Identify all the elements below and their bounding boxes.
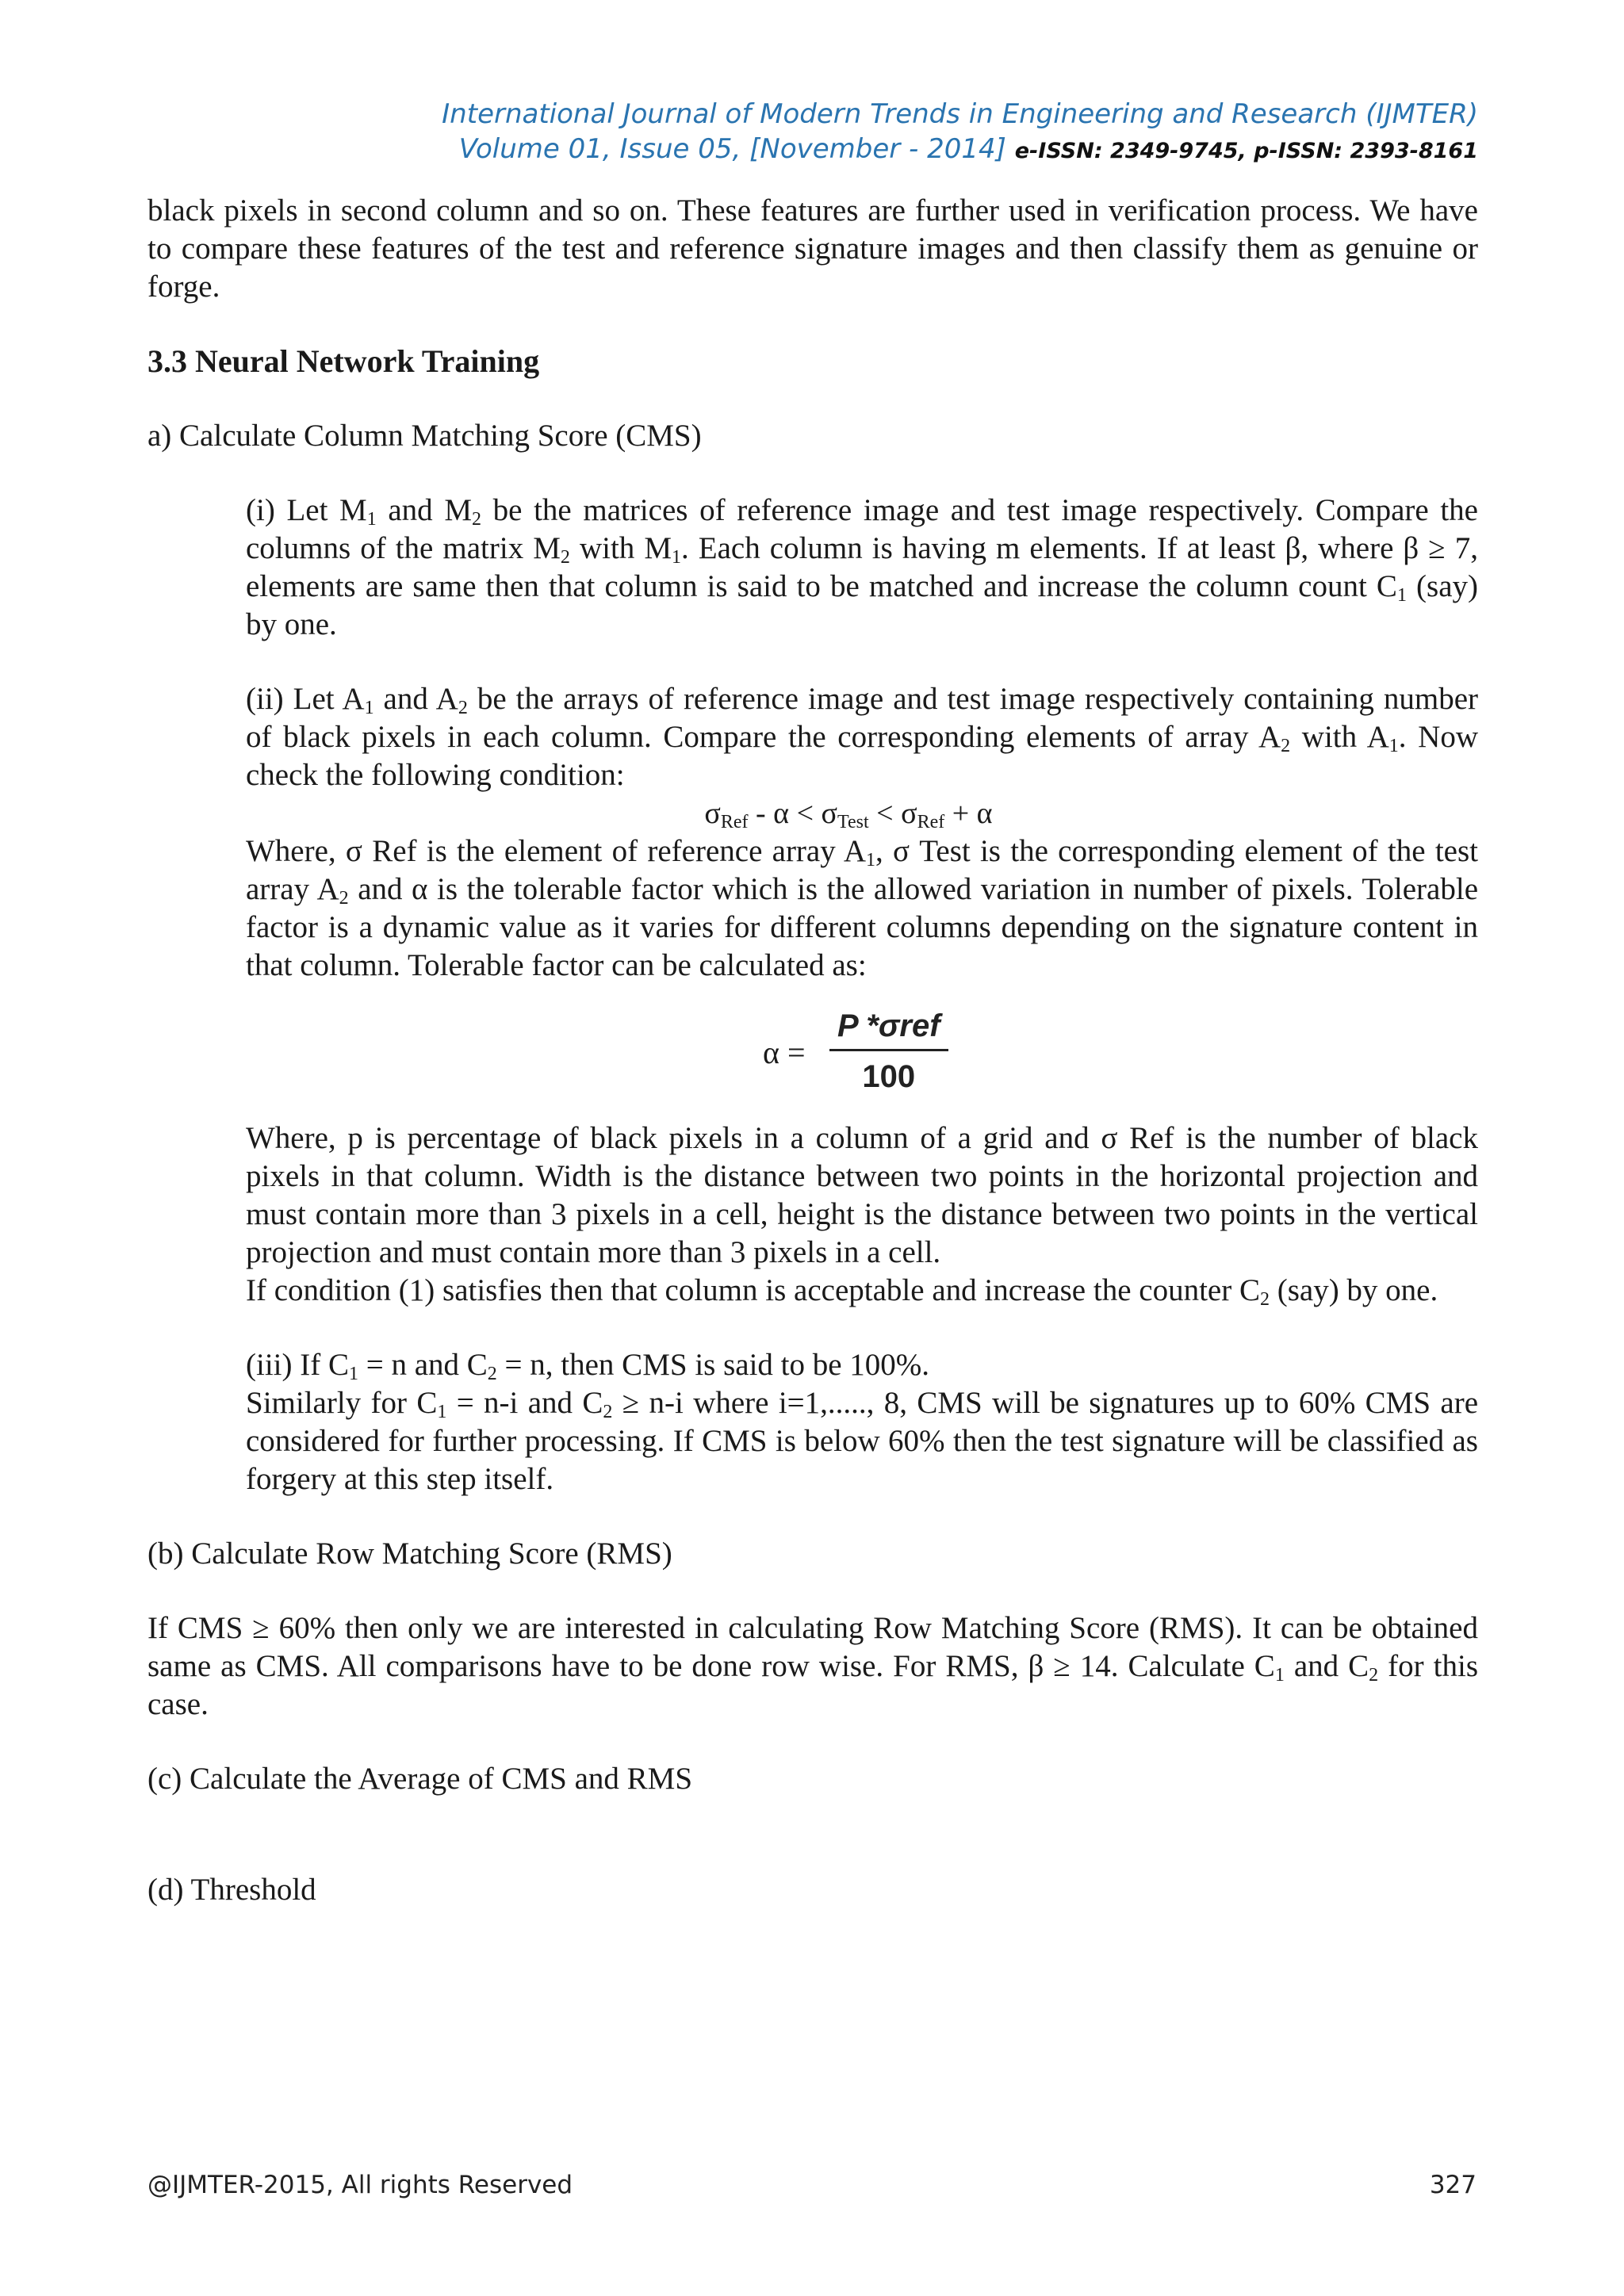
item-i-paragraph: (i) Let $M_1$ and $M_2$ be the matrices of reference image and test image respectively. Compare the columns of the matrix $M_2$ with $M_1$. Each column is having m elements. If at least β, where β ≥ 7, elements are same then that column is said to be matched and increase the column count $C_1$ (say) by one. [246, 493, 1479, 641]
subsection-d-heading: (d) Threshold [147, 1873, 316, 1907]
footer-page-number: 327 [1429, 2171, 1477, 2199]
section-heading: 3.3 Neural Network Training [147, 343, 540, 379]
subsection-b-heading: (b) Calculate Row Matching Score (RMS) [147, 1536, 672, 1571]
tolerable-factor-formula [147, 985, 1478, 1119]
item-ii-paragraph: (ii) Let $A_1$ and $A_2$ be the arrays of reference image and test image respectively containing number of black pixels in each column. Compare the corresponding elements of array $A_2$ with $A_1$. Now check the following condition: [246, 682, 1478, 792]
subsection-c-heading: (c) Calculate the Average of CMS and RMS [147, 1762, 693, 1796]
similarly-paragraph: Similarly for $C_1 = n-i$ and $C_2 \ge n-i$ where i=1,....., 8, CMS will be signatures up to 60% CMS are considered for further processing. If CMS is below 60% then the test signature will be classified as forgery at this step itself. [246, 1386, 1478, 1496]
where2-paragraph: Where, p is percentage of black pixels in a column of a grid and σ Ref is the number of black pixels in that column. Width is the distance between two points in the horizontal projection and must contain more than 3 pixels in a cell, height is the distance between two points in the vertical projection and must contain more than 3 pixels in a cell. [246, 1121, 1478, 1269]
where-paragraph: Where, σ Ref is the element of reference array $A_1$, σ Test is the corresponding element of the test array $A_2$ and α is the tolerable factor which is the allowed variation in number of pixels. Tolerable factor is a dynamic value as it varies for different columns depending on the signature content in that column. Tolerable factor can be calculated as: [246, 834, 1479, 982]
subsection-a-heading: a) Calculate Column Matching Score (CMS) [147, 419, 702, 453]
journal-title: International Journal of Modern Trends in Engineering and Research (IJMTER) [442, 98, 1478, 130]
journal-header [442, 97, 1478, 169]
rms-paragraph: If CMS ≥ 60% then only we are interested in calculating Row Matching Score (RMS). It can be obtained same as CMS. All comparisons have to be done row wise. For RMS, β ≥ 14. Calculate $C_1$ and $C_2$ for this case. [147, 1611, 1479, 1721]
formula-fraction [829, 1008, 948, 1095]
condition-satisfied-paragraph: If condition (1) satisfies then that column is acceptable and increase the counter $C_2$ (say) by one. [246, 1273, 1438, 1310]
formula-numerator: P *σref [829, 1008, 948, 1051]
item-iii-paragraph: (iii) If $C_1 = n$ and $C_2 = n$, then CMS is said to be 100%. [246, 1348, 930, 1384]
journal-volume: Volume 01, Issue 05, [November - 2014] [458, 133, 1006, 165]
formula-lhs: α = [763, 1035, 806, 1070]
journal-volume-line [442, 132, 1478, 169]
intro-paragraph: black pixels in second column and so on. These features are further used in verification process. We have to compare these features of the test and reference signature images and then classify them as genuine or forge. [147, 193, 1478, 304]
page-footer [147, 2171, 1477, 2199]
footer-copyright: @IJMTER-2015, All rights Reserved [147, 2171, 573, 2199]
condition-equation: $\sigma_{Ref} - \alpha < \sigma_{Test} < \sigma_{Ref} + \alpha$ [704, 797, 993, 832]
page-body [147, 192, 1478, 1909]
journal-issn: e-ISSN: 2349-9745, p-ISSN: 2393-8161 [1014, 139, 1478, 163]
formula-denominator: 100 [862, 1059, 916, 1094]
